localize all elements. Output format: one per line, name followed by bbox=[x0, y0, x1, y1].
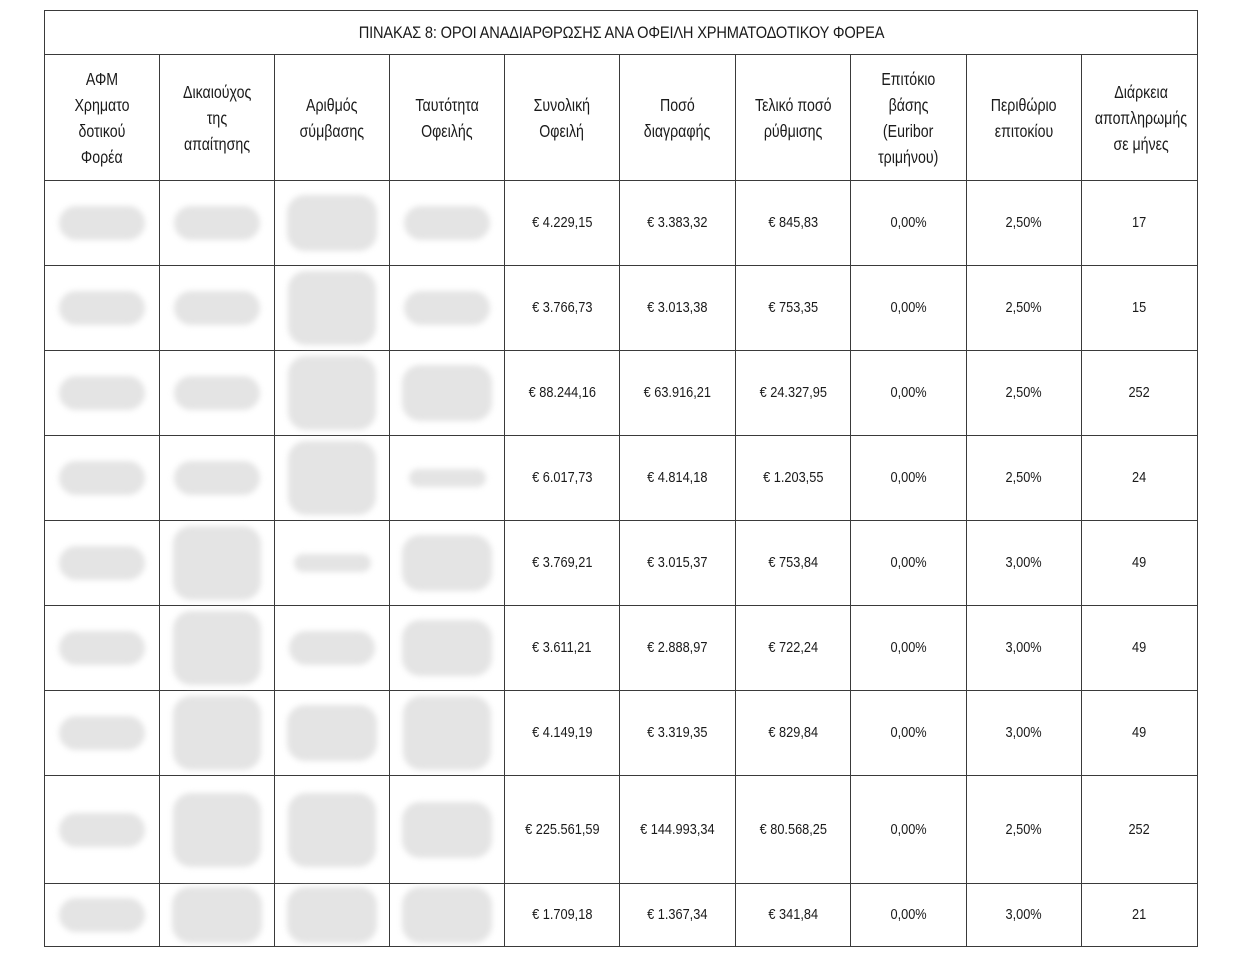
redacted-beneficiary-cell bbox=[160, 436, 275, 521]
final-amount-value: € 845,83 bbox=[768, 215, 818, 231]
redacted-tax-id-cell bbox=[45, 351, 160, 436]
base-rate-value: 0,00% bbox=[890, 300, 927, 316]
writeoff-cell bbox=[620, 181, 736, 266]
duration-value: 17 bbox=[1132, 215, 1147, 231]
redacted-contract-cell bbox=[275, 351, 390, 436]
final-amount-cell bbox=[736, 436, 851, 521]
base-rate-value: 0,00% bbox=[890, 215, 927, 231]
header-row bbox=[45, 55, 1198, 181]
total-debt-cell bbox=[505, 521, 620, 606]
header-margin: Περιθώριο επιτοκίου bbox=[967, 55, 1082, 181]
final-amount-value: € 829,84 bbox=[768, 725, 818, 741]
final-amount-value: € 1.203,55 bbox=[762, 470, 824, 486]
redacted-debt-id-cell bbox=[390, 691, 505, 776]
total-debt-value: € 3.611,21 bbox=[532, 640, 592, 656]
duration-cell bbox=[1082, 776, 1198, 884]
writeoff-value: € 3.013,38 bbox=[647, 300, 708, 316]
redacted-debt-id-cell bbox=[390, 266, 505, 351]
base-rate-cell bbox=[851, 436, 967, 521]
header-final-amount: Τελικό ποσό ρύθμισης bbox=[736, 55, 851, 181]
redaction-blur bbox=[288, 356, 376, 430]
final-amount-cell bbox=[736, 266, 851, 351]
duration-value: 252 bbox=[1128, 385, 1151, 401]
redaction-blur bbox=[287, 887, 377, 943]
writeoff-cell bbox=[620, 776, 736, 884]
redaction-blur bbox=[289, 631, 375, 665]
redaction-blur bbox=[402, 887, 492, 943]
margin-cell bbox=[967, 776, 1082, 884]
redacted-debt-id-cell bbox=[390, 884, 505, 947]
redaction-blur bbox=[59, 291, 145, 325]
redacted-beneficiary-cell bbox=[160, 181, 275, 266]
margin-cell bbox=[967, 606, 1082, 691]
base-rate-cell bbox=[851, 266, 967, 351]
final-amount-value: € 80.568,25 bbox=[759, 821, 827, 838]
redaction-blur bbox=[173, 696, 261, 770]
redacted-debt-id-cell bbox=[390, 436, 505, 521]
redaction-blur bbox=[294, 554, 371, 572]
duration-cell bbox=[1082, 521, 1198, 606]
total-debt-value: € 1.709,18 bbox=[531, 907, 593, 923]
header-beneficiary: Δικαιούχος της απαίτησης bbox=[160, 55, 275, 181]
margin-cell bbox=[967, 521, 1082, 606]
redaction-blur bbox=[59, 206, 145, 240]
table-row bbox=[45, 521, 1198, 606]
redacted-debt-id-cell bbox=[390, 181, 505, 266]
redacted-tax-id-cell bbox=[45, 181, 160, 266]
redaction-blur bbox=[288, 271, 376, 345]
redaction-blur bbox=[174, 376, 260, 410]
redacted-debt-id-cell bbox=[390, 776, 505, 884]
redacted-contract-cell bbox=[275, 691, 390, 776]
base-rate-cell bbox=[851, 181, 967, 266]
base-rate-cell bbox=[851, 776, 967, 884]
final-amount-cell bbox=[736, 776, 851, 884]
table-row bbox=[45, 351, 1198, 436]
table-row bbox=[45, 266, 1198, 351]
redaction-blur bbox=[402, 802, 492, 858]
total-debt-value: € 3.766,73 bbox=[531, 300, 593, 316]
redaction-blur bbox=[404, 206, 490, 240]
duration-value: 24 bbox=[1132, 470, 1147, 486]
duration-cell bbox=[1082, 691, 1198, 776]
redacted-debt-id-cell bbox=[390, 351, 505, 436]
redaction-blur bbox=[172, 887, 262, 943]
redacted-beneficiary-cell bbox=[160, 691, 275, 776]
table-row bbox=[45, 691, 1198, 776]
total-debt-value: € 225.561,59 bbox=[524, 821, 600, 838]
redaction-blur bbox=[59, 813, 145, 847]
margin-value: 2,50% bbox=[1005, 470, 1043, 486]
base-rate-cell bbox=[851, 884, 967, 947]
redaction-blur bbox=[287, 705, 377, 761]
total-debt-cell bbox=[505, 266, 620, 351]
final-amount-value: € 753,35 bbox=[768, 300, 818, 316]
header-total-debt: Συνολική Οφειλή bbox=[505, 55, 620, 181]
table-row bbox=[45, 436, 1198, 521]
margin-value: 3,00% bbox=[1005, 640, 1043, 656]
table-row bbox=[45, 776, 1198, 884]
writeoff-cell bbox=[620, 606, 736, 691]
redacted-tax-id-cell bbox=[45, 691, 160, 776]
redaction-blur bbox=[404, 291, 490, 325]
base-rate-cell bbox=[851, 521, 967, 606]
margin-value: 2,50% bbox=[1005, 300, 1043, 316]
redacted-tax-id-cell bbox=[45, 266, 160, 351]
redacted-contract-cell bbox=[275, 181, 390, 266]
margin-cell bbox=[967, 884, 1082, 947]
redacted-beneficiary-cell bbox=[160, 884, 275, 947]
total-debt-value: € 4.229,15 bbox=[531, 215, 593, 231]
final-amount-cell bbox=[736, 606, 851, 691]
redaction-blur bbox=[59, 898, 145, 932]
redaction-blur bbox=[173, 793, 261, 867]
redaction-blur bbox=[59, 716, 145, 750]
writeoff-value: € 3.015,37 bbox=[647, 555, 708, 571]
redaction-blur bbox=[403, 696, 491, 770]
writeoff-cell bbox=[620, 521, 736, 606]
duration-value: 49 bbox=[1132, 555, 1147, 571]
base-rate-cell bbox=[851, 691, 967, 776]
header-tax-id: ΑΦΜ Χρηματο δοτικού Φορέα bbox=[45, 55, 160, 181]
table-row bbox=[45, 884, 1198, 947]
writeoff-cell bbox=[620, 691, 736, 776]
duration-value: 49 bbox=[1132, 640, 1147, 656]
final-amount-cell bbox=[736, 691, 851, 776]
writeoff-value: € 3.383,32 bbox=[647, 215, 708, 231]
total-debt-cell bbox=[505, 691, 620, 776]
margin-cell bbox=[967, 181, 1082, 266]
total-debt-value: € 3.769,21 bbox=[531, 555, 593, 571]
base-rate-value: 0,00% bbox=[890, 821, 927, 838]
writeoff-value: € 3.319,35 bbox=[647, 725, 708, 741]
margin-value: 3,00% bbox=[1005, 725, 1043, 741]
base-rate-value: 0,00% bbox=[890, 555, 927, 571]
redaction-blur bbox=[59, 546, 145, 580]
redaction-blur bbox=[174, 206, 260, 240]
final-amount-value: € 24.327,95 bbox=[759, 385, 827, 401]
base-rate-cell bbox=[851, 351, 967, 436]
redaction-blur bbox=[288, 441, 376, 515]
table-row bbox=[45, 181, 1198, 266]
total-debt-cell bbox=[505, 351, 620, 436]
final-amount-cell bbox=[736, 351, 851, 436]
total-debt-cell bbox=[505, 181, 620, 266]
margin-value: 2,50% bbox=[1005, 385, 1043, 401]
total-debt-value: € 88.244,16 bbox=[528, 385, 596, 401]
base-rate-value: 0,00% bbox=[890, 907, 927, 923]
final-amount-cell bbox=[736, 884, 851, 947]
redaction-blur bbox=[173, 611, 261, 685]
redaction-blur bbox=[174, 461, 260, 495]
duration-value: 21 bbox=[1132, 907, 1147, 923]
table-row bbox=[45, 606, 1198, 691]
total-debt-cell bbox=[505, 606, 620, 691]
table-title: ΠΙΝΑΚΑΣ 8: ΟΡΟΙ ΑΝΑΔΙΑΡΘΡΩΣΗΣ ΑΝΑ ΟΦΕΙΛΗ ΧΡΗΜΑΤΟΔΟΤΙΚΟΥ ΦΟΡΕΑ bbox=[45, 11, 1198, 55]
final-amount-value: € 341,84 bbox=[768, 907, 818, 923]
margin-cell bbox=[967, 691, 1082, 776]
total-debt-cell bbox=[505, 776, 620, 884]
redacted-tax-id-cell bbox=[45, 884, 160, 947]
redaction-blur bbox=[402, 620, 492, 676]
redacted-debt-id-cell bbox=[390, 521, 505, 606]
redaction-blur bbox=[173, 526, 261, 600]
base-rate-value: 0,00% bbox=[890, 385, 927, 401]
redacted-tax-id-cell bbox=[45, 521, 160, 606]
redacted-contract-cell bbox=[275, 521, 390, 606]
redaction-blur bbox=[409, 469, 486, 487]
redacted-contract-cell bbox=[275, 606, 390, 691]
redacted-tax-id-cell bbox=[45, 776, 160, 884]
margin-value: 2,50% bbox=[1005, 821, 1043, 838]
margin-cell bbox=[967, 351, 1082, 436]
redaction-blur bbox=[402, 365, 492, 421]
base-rate-value: 0,00% bbox=[890, 470, 927, 486]
margin-value: 3,00% bbox=[1005, 907, 1043, 923]
duration-cell bbox=[1082, 884, 1198, 947]
header-base-rate: Επιτόκιο βάσης (Euribor τριμήνου) bbox=[851, 55, 967, 181]
base-rate-value: 0,00% bbox=[890, 725, 927, 741]
total-debt-value: € 6.017,73 bbox=[531, 470, 593, 486]
redaction-blur bbox=[288, 793, 376, 867]
duration-value: 15 bbox=[1132, 300, 1147, 316]
redaction-blur bbox=[174, 291, 260, 325]
redacted-beneficiary-cell bbox=[160, 266, 275, 351]
total-debt-value: € 4.149,19 bbox=[531, 725, 593, 741]
final-amount-cell bbox=[736, 521, 851, 606]
duration-cell bbox=[1082, 181, 1198, 266]
redaction-blur bbox=[59, 631, 145, 665]
margin-cell bbox=[967, 266, 1082, 351]
writeoff-cell bbox=[620, 266, 736, 351]
margin-value: 2,50% bbox=[1005, 215, 1043, 231]
duration-cell bbox=[1082, 606, 1198, 691]
redacted-beneficiary-cell bbox=[160, 776, 275, 884]
duration-cell bbox=[1082, 436, 1198, 521]
redaction-blur bbox=[59, 461, 145, 495]
redacted-contract-cell bbox=[275, 436, 390, 521]
redacted-contract-cell bbox=[275, 884, 390, 947]
margin-cell bbox=[967, 436, 1082, 521]
writeoff-value: € 4.814,18 bbox=[647, 470, 708, 486]
redacted-beneficiary-cell bbox=[160, 351, 275, 436]
redacted-contract-cell bbox=[275, 776, 390, 884]
writeoff-value: € 144.993,34 bbox=[640, 821, 715, 838]
writeoff-value: € 1.367,34 bbox=[647, 907, 708, 923]
redacted-contract-cell bbox=[275, 266, 390, 351]
redaction-blur bbox=[287, 195, 377, 251]
base-rate-value: 0,00% bbox=[890, 640, 927, 656]
duration-cell bbox=[1082, 266, 1198, 351]
header-duration: Διάρκεια αποπληρωμής σε μήνες bbox=[1082, 55, 1198, 181]
final-amount-value: € 753,84 bbox=[768, 555, 818, 571]
final-amount-cell bbox=[736, 181, 851, 266]
margin-value: 3,00% bbox=[1005, 555, 1043, 571]
redaction-blur bbox=[402, 535, 492, 591]
redacted-debt-id-cell bbox=[390, 606, 505, 691]
writeoff-cell bbox=[620, 351, 736, 436]
total-debt-cell bbox=[505, 884, 620, 947]
total-debt-cell bbox=[505, 436, 620, 521]
duration-value: 49 bbox=[1132, 725, 1147, 741]
restructuring-table bbox=[44, 10, 1198, 947]
writeoff-cell bbox=[620, 884, 736, 947]
duration-value: 252 bbox=[1128, 821, 1151, 838]
base-rate-cell bbox=[851, 606, 967, 691]
redacted-tax-id-cell bbox=[45, 606, 160, 691]
writeoff-value: € 63.916,21 bbox=[643, 385, 712, 401]
header-debt-id: Ταυτότητα Οφειλής bbox=[390, 55, 505, 181]
writeoff-value: € 2.888,97 bbox=[647, 640, 708, 656]
redacted-beneficiary-cell bbox=[160, 606, 275, 691]
redacted-tax-id-cell bbox=[45, 436, 160, 521]
writeoff-cell bbox=[620, 436, 736, 521]
final-amount-value: € 722,24 bbox=[768, 640, 818, 656]
redaction-blur bbox=[59, 376, 145, 410]
redacted-beneficiary-cell bbox=[160, 521, 275, 606]
header-writeoff: Ποσό διαγραφής bbox=[620, 55, 736, 181]
header-contract-number: Αριθμός σύμβασης bbox=[275, 55, 390, 181]
duration-cell bbox=[1082, 351, 1198, 436]
